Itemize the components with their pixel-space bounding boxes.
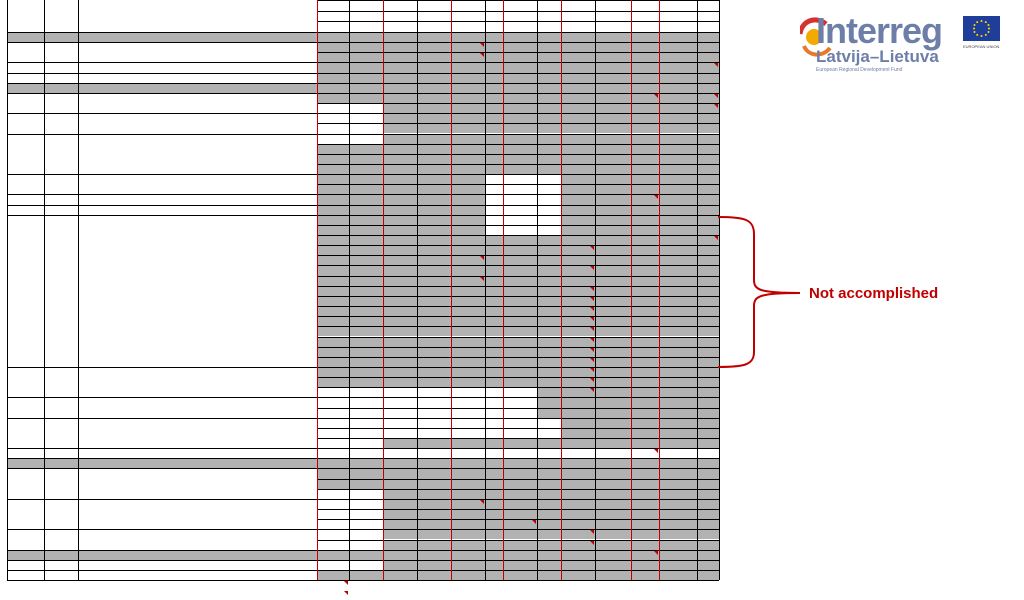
interreg-program-name: Latvija–Lietuva: [816, 47, 939, 66]
sub-header: [349, 21, 383, 32]
activity-description: [78, 73, 317, 83]
corner-mark: [714, 104, 718, 108]
responsible-partner: [595, 357, 631, 367]
activity-label: [7, 174, 44, 194]
activity-label: [7, 164, 44, 174]
open-cells: [317, 529, 383, 539]
responsible-partner: [349, 590, 383, 600]
activity-code: [44, 134, 78, 175]
month-separator: [631, 0, 632, 580]
corner-mark: [590, 317, 594, 321]
grid-vline: [697, 0, 698, 580]
corner-mark: [532, 520, 536, 524]
sub-header: [485, 21, 503, 32]
sub-header: [659, 21, 697, 32]
activity-description: [78, 134, 317, 175]
corner-mark: [590, 530, 594, 534]
activity-label: [7, 215, 44, 367]
section-title: [7, 32, 317, 42]
corner-mark: [344, 591, 348, 595]
corner-mark: [590, 338, 594, 342]
activity-description: [78, 93, 317, 113]
responsible-partner: [595, 306, 631, 316]
responsible-partner: [595, 540, 631, 550]
month-separator: [317, 0, 318, 580]
responsible-partner: [659, 194, 697, 204]
grid-hline: [7, 448, 719, 449]
activity-code: [44, 62, 78, 72]
grid-vline: [417, 0, 418, 580]
open-cells: [317, 418, 561, 428]
activity-code: [44, 468, 78, 498]
activity-label: [7, 418, 44, 448]
month-separator: [503, 0, 504, 580]
sub-header: [537, 21, 561, 32]
open-cells: [485, 194, 561, 204]
grid-vline: [349, 0, 350, 580]
activity-description: [78, 560, 317, 570]
corner-mark: [480, 256, 484, 260]
sub-header: [631, 21, 659, 32]
activity-code: [44, 73, 78, 83]
not-accomplished-brace: [716, 214, 802, 370]
responsible-partner: [595, 367, 631, 377]
section-title: [7, 83, 317, 93]
grid-vline: [485, 0, 486, 580]
activity-code: [44, 194, 78, 204]
responsible-partner: [485, 52, 503, 62]
activity-description: [78, 205, 317, 215]
corner-mark: [590, 287, 594, 291]
corner-mark: [590, 266, 594, 270]
activity-code: [44, 93, 78, 113]
month-separator: [383, 0, 384, 580]
activity-label: [7, 560, 44, 570]
corner-mark: [480, 500, 484, 504]
activity-code: [44, 397, 78, 417]
responsible-partner: [595, 265, 631, 275]
corner-mark: [590, 378, 594, 382]
open-cells: [317, 438, 383, 448]
activity-code: [44, 113, 78, 133]
corner-mark: [654, 449, 658, 453]
corner-mark: [590, 388, 594, 392]
open-cells: [317, 134, 383, 144]
activity-description: [78, 418, 317, 448]
corner-mark: [590, 297, 594, 301]
month-header-november: [659, 11, 719, 22]
activity-code: [44, 529, 78, 549]
open-cells: [485, 225, 561, 235]
responsible-partner: [349, 580, 383, 590]
activity-label: [7, 529, 44, 549]
activity-label: [7, 93, 44, 113]
activity-label: [7, 408, 44, 418]
corner-mark: [590, 327, 594, 331]
open-cells: [317, 123, 383, 133]
responsible-partner: [659, 550, 697, 560]
corner-mark: [714, 94, 718, 98]
open-cells: [317, 540, 383, 550]
responsible-partner: [659, 93, 697, 103]
activity-code: [44, 205, 78, 215]
activity-label: [7, 62, 44, 72]
activity-code: [44, 42, 78, 62]
section-title: [7, 458, 317, 468]
month-header-may: [317, 11, 383, 22]
activity-label: [7, 205, 44, 215]
open-cells: [485, 215, 561, 225]
sub-header: [451, 21, 485, 32]
activity-description: [78, 174, 317, 194]
sub-header: [417, 21, 451, 32]
activity-label: [7, 499, 44, 529]
activity-code: [44, 499, 78, 529]
responsible-partner: [595, 529, 631, 539]
open-cells: [485, 184, 561, 194]
not-accomplished-label: Not accomplished: [809, 285, 939, 302]
open-cells: [317, 489, 383, 499]
corner-mark: [480, 53, 484, 57]
month-separator: [451, 0, 452, 580]
section-title: [7, 550, 317, 560]
open-cells: [317, 519, 383, 529]
period-title: [317, 0, 719, 11]
corner-mark: [480, 277, 484, 281]
responsible-partner: [595, 326, 631, 336]
sub-header: [595, 21, 631, 32]
activity-label: [7, 194, 44, 204]
open-cells: [317, 560, 383, 570]
activity-description: [78, 194, 317, 204]
month-header-july: [451, 11, 503, 22]
responsible-partner: [595, 245, 631, 255]
activity-description: [78, 215, 317, 367]
corner-mark: [654, 94, 658, 98]
activity-description: [78, 62, 317, 72]
open-cells: [317, 113, 383, 123]
responsible-partner: [485, 255, 503, 265]
corner-mark: [590, 246, 594, 250]
responsible-partner: [595, 337, 631, 347]
eu-flag-icon: [963, 16, 1000, 41]
corner-mark: [344, 581, 348, 585]
corner-mark: [590, 307, 594, 311]
responsible-partner: [485, 276, 503, 286]
activity-description: [78, 570, 317, 580]
responsible-partner: [595, 316, 631, 326]
activity-description: [78, 468, 317, 498]
corner-mark: [590, 348, 594, 352]
activity-description: [78, 42, 317, 62]
grid-vline: [537, 0, 538, 580]
sub-header: [317, 21, 349, 32]
corner-mark: [654, 195, 658, 199]
sub-header: [383, 21, 417, 32]
month-header-september: [561, 11, 631, 22]
interreg-logo-word: Interreg: [816, 10, 943, 51]
eu-caption: EUROPEAN UNION: [963, 44, 1000, 49]
activity-code: [44, 560, 78, 570]
activity-code: [44, 570, 78, 580]
activity-label: [7, 113, 44, 133]
month-separator: [659, 0, 660, 580]
corner-mark: [590, 368, 594, 372]
corner-mark: [714, 63, 718, 67]
activity-description: [78, 499, 317, 529]
activity-code: [44, 418, 78, 448]
interreg-fund-name: European Regional Development Fund: [816, 67, 903, 73]
responsible-partner: [485, 42, 503, 52]
open-cells: [317, 103, 383, 113]
responsible-partner: [537, 519, 561, 529]
month-header-august: [503, 11, 561, 22]
responsible-partner: [659, 448, 697, 458]
activity-label: [7, 468, 44, 498]
responsible-partner: [595, 296, 631, 306]
responsible-partner: [595, 387, 631, 397]
responsible-partner: [485, 499, 503, 509]
sub-header: [561, 21, 595, 32]
month-header-october: [631, 11, 659, 22]
activity-code: [44, 215, 78, 367]
activity-description: [78, 367, 317, 397]
activities-header: [7, 0, 317, 32]
activity-description: [78, 397, 317, 417]
corner-mark: [590, 358, 594, 362]
responsible-partner: [595, 286, 631, 296]
open-cells: [317, 428, 561, 438]
activity-description: [78, 529, 317, 549]
open-cells: [485, 174, 561, 184]
responsible-partner: [595, 347, 631, 357]
open-cells: [317, 509, 383, 519]
open-cells: [485, 205, 561, 215]
activity-code: [44, 174, 78, 194]
activity-label: [7, 42, 44, 62]
month-header-june: [383, 11, 451, 22]
corner-mark: [480, 43, 484, 47]
sub-header: [697, 21, 719, 32]
activity-description: [78, 113, 317, 133]
activity-code: [44, 367, 78, 397]
open-cells: [317, 499, 383, 509]
activity-label: [7, 570, 44, 580]
corner-mark: [590, 541, 594, 545]
responsible-partner: [595, 377, 631, 387]
activity-label: [7, 73, 44, 83]
corner-mark: [654, 551, 658, 555]
sub-header: [503, 21, 537, 32]
activity-label: [7, 367, 44, 397]
